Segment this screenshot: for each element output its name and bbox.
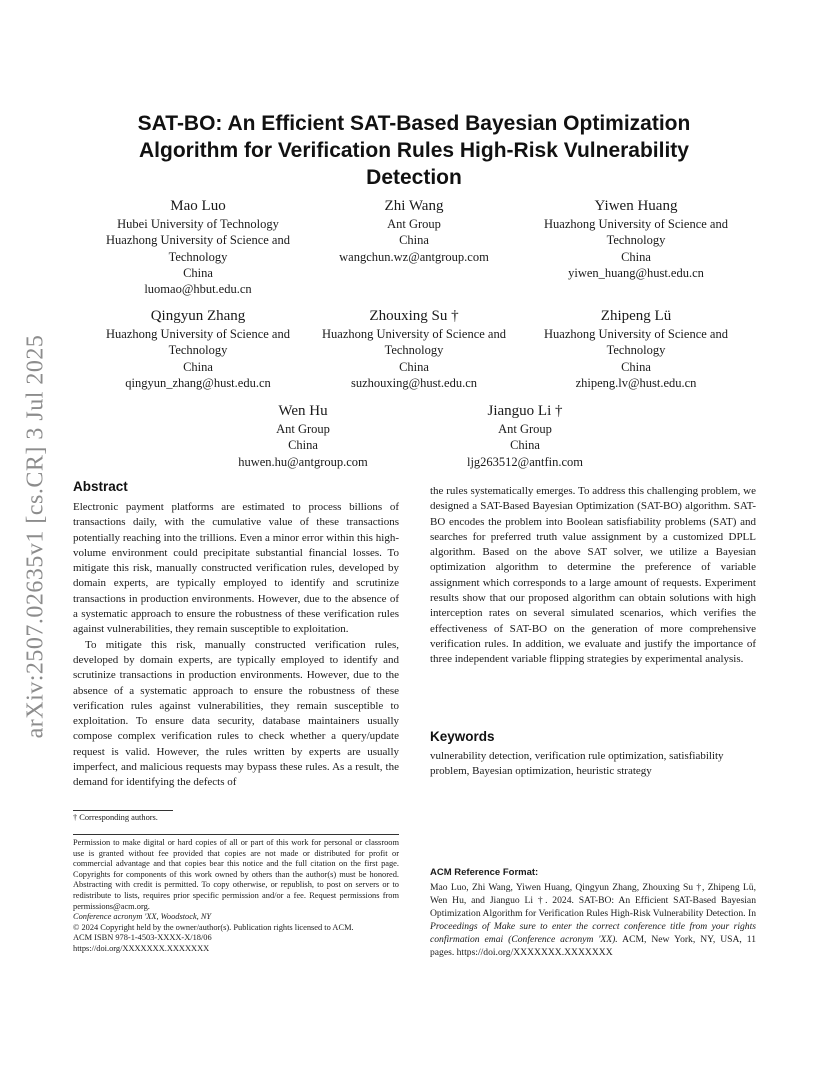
author-block bbox=[304, 197, 524, 265]
author-name: Yiwen Huang bbox=[594, 198, 678, 214]
permission-block bbox=[73, 838, 399, 955]
author-email: suzhouxing@hust.edu.cn bbox=[350, 375, 478, 390]
author-block bbox=[526, 307, 746, 391]
acm-reference-authors: Mao Luo, Zhi Wang, Yiwen Huang, Qingyun Zhang, Zhouxing Su †, Zhipeng Lü, Wen Hu, and Jianguo Li †. 2024. SAT-BO: An Efficient SAT-Based Bayesian Optimization Algorithm for Verification Rules High-Risk Vulnerability Detection. In bbox=[430, 882, 756, 919]
author-email: qingyun_zhang@hust.edu.cn bbox=[125, 375, 271, 390]
author-affiliation: Ant Group bbox=[498, 422, 552, 436]
author-block bbox=[415, 402, 635, 470]
author-country: China bbox=[621, 249, 651, 264]
acm-reference-proceedings: Proceedings of Make sure to enter the correct conference title from your rights confirmation emai (Conference acronym 'XX). bbox=[430, 921, 756, 945]
abstract-paragraph: Electronic payment platforms are estimated to process billions of transactions daily, with the cumulative value of these transactions potentially reaching into the trillions. Even a minor error within this high-volume environment could precipitate substantial financial losses. To mitigate this risk, manually constructed verification rules, developed by domain experts, are typically employed to identify and scrutinize transactions in production environments. However, due to the absence of a systematic approach to ensure the robustness of these verification rules against vulnerabilities, they remain susceptible to exploitation. bbox=[73, 501, 399, 636]
copyright-line: © 2024 Copyright held by the owner/author(s). Publication rights licensed to ACM. bbox=[73, 922, 354, 932]
permission-rule bbox=[73, 834, 399, 835]
author-country: China bbox=[183, 359, 213, 374]
acm-reference-heading: ACM Reference Format: bbox=[430, 867, 539, 878]
author-country: China bbox=[399, 359, 429, 374]
author-affiliation: Huazhong University of Science and Technology bbox=[106, 233, 290, 264]
author-name: Zhipeng Lü bbox=[600, 308, 672, 324]
arxiv-identifier: arXiv:2507.02635v1 [cs.CR] 3 Jul 2025 bbox=[22, 334, 49, 738]
author-country: China bbox=[621, 359, 651, 374]
conference-line: Conference acronym 'XX, Woodstock, NY bbox=[73, 912, 212, 922]
author-email: ljg263512@antfin.com bbox=[466, 454, 583, 469]
author-name: Zhouxing Su † bbox=[369, 308, 459, 324]
paper-title: SAT-BO: An Efficient SAT-Based Bayesian Optimization Algorithm for Verification Rules High-Risk Vulnerability Detection bbox=[137, 112, 691, 189]
author-affiliation: Hubei University of Technology bbox=[117, 217, 279, 231]
abstract-paragraph: the rules systematically emerges. To address this challenging problem, we designed a SAT-Based Bayesian Optimization (SAT-BO) algorithm. SAT-BO encodes the problem into Boolean satisfiability problems (SAT) and searches for preferred truth value assignment by a customized DPLL algorithm. Based on the above SAT solver, we utilize a Bayesian optimization algorithm to determine the preference of variable assignment which corresponds to a large amount of requests. Experiment results show that our proposed algorithm can obtain solutions with high interception rates on several simulated scenarios, which verifies the effectiveness of SAT-BO on the generation of more comprehensive verification rules. In addition, we evaluate and justify the importance of three independent variable flipping strategies by experimental analysis. bbox=[430, 485, 756, 666]
author-block bbox=[526, 197, 746, 281]
permission-text: Permission to make digital or hard copies of all or part of this work for personal or classroom use is granted without fee provided that copies are not made or distributed for profit or commercial advantage and that copies bear this notice and the full citation on the first page. Copyrights for components of this work owned by others than the author(s) must be honored. Abstracting with credit is permitted. To copy otherwise, or republish, to post on servers or to redistribute to lists, requires prior specific permission and/or a fee. Request permissions from permissions@acm.org. bbox=[73, 838, 399, 911]
abstract-right-column bbox=[430, 484, 756, 668]
acm-reference-text bbox=[430, 881, 756, 959]
author-email: wangchun.wz@antgroup.com bbox=[339, 249, 489, 264]
author-affiliation: Huazhong University of Science and Technology bbox=[106, 327, 290, 358]
author-affiliation: Ant Group bbox=[387, 217, 441, 231]
author-email: luomao@hbut.edu.cn bbox=[144, 282, 252, 297]
abstract-paragraph: To mitigate this risk, manually constructed verification rules, developed by domain experts, are typically employed to identify and scrutinize transactions in production environments. However, due to the absence of a systematic approach to ensure the robustness of these verification rules against vulnerabilities, they remain susceptible to exploitation. To ensure data security, database maintainers usually compose complex verification rules to check whether a query/update request is valid. However, the rules written by experts are usually imperfect, and malicious requests may bypass these rules. As a result, the demand for identifying the defects of bbox=[73, 638, 399, 789]
footnote-rule bbox=[73, 810, 173, 811]
author-affiliation: Huazhong University of Science and Technology bbox=[322, 327, 506, 358]
author-name: Wen Hu bbox=[278, 403, 328, 419]
keywords-heading: Keywords bbox=[430, 729, 495, 744]
keywords-text: vulnerability detection, verification rule optimization, satisfiability problem, Bayesian optimization, heuristic strategy bbox=[430, 750, 724, 778]
author-country: China bbox=[183, 265, 213, 280]
doi-line: https://doi.org/XXXXXXX.XXXXXXX bbox=[73, 943, 210, 953]
author-email: yiwen_huang@hust.edu.cn bbox=[568, 265, 704, 280]
author-email: zhipeng.lv@hust.edu.cn bbox=[575, 375, 697, 390]
author-name: Jianguo Li † bbox=[487, 403, 563, 419]
acm-reference-publisher: ACM, New York, NY, USA, 11 pages. https://doi.org/XXXXXXX.XXXXXXX bbox=[430, 934, 756, 958]
arxiv-identifier-stamp bbox=[14, 312, 58, 760]
author-block bbox=[304, 307, 524, 391]
author-affiliation: Huazhong University of Science and Technology bbox=[544, 217, 728, 248]
author-country: China bbox=[510, 438, 540, 453]
author-country: China bbox=[288, 438, 318, 453]
author-block bbox=[88, 307, 308, 391]
author-name: Mao Luo bbox=[170, 198, 226, 214]
author-name: Qingyun Zhang bbox=[150, 308, 246, 324]
author-block bbox=[193, 402, 413, 470]
isbn-line: ACM ISBN 978-1-4503-XXXX-X/18/06 bbox=[73, 933, 212, 943]
abstract-heading: Abstract bbox=[73, 479, 128, 494]
author-affiliation: Huazhong University of Science and Technology bbox=[544, 327, 728, 358]
corresponding-authors-footnote: † Corresponding authors. bbox=[73, 813, 158, 822]
author-email: huwen.hu@antgroup.com bbox=[238, 454, 368, 469]
author-name: Zhi Wang bbox=[384, 198, 444, 214]
author-affiliation: Ant Group bbox=[276, 422, 330, 436]
author-country: China bbox=[399, 233, 429, 248]
author-block bbox=[88, 197, 308, 297]
abstract-left-column bbox=[73, 500, 399, 791]
